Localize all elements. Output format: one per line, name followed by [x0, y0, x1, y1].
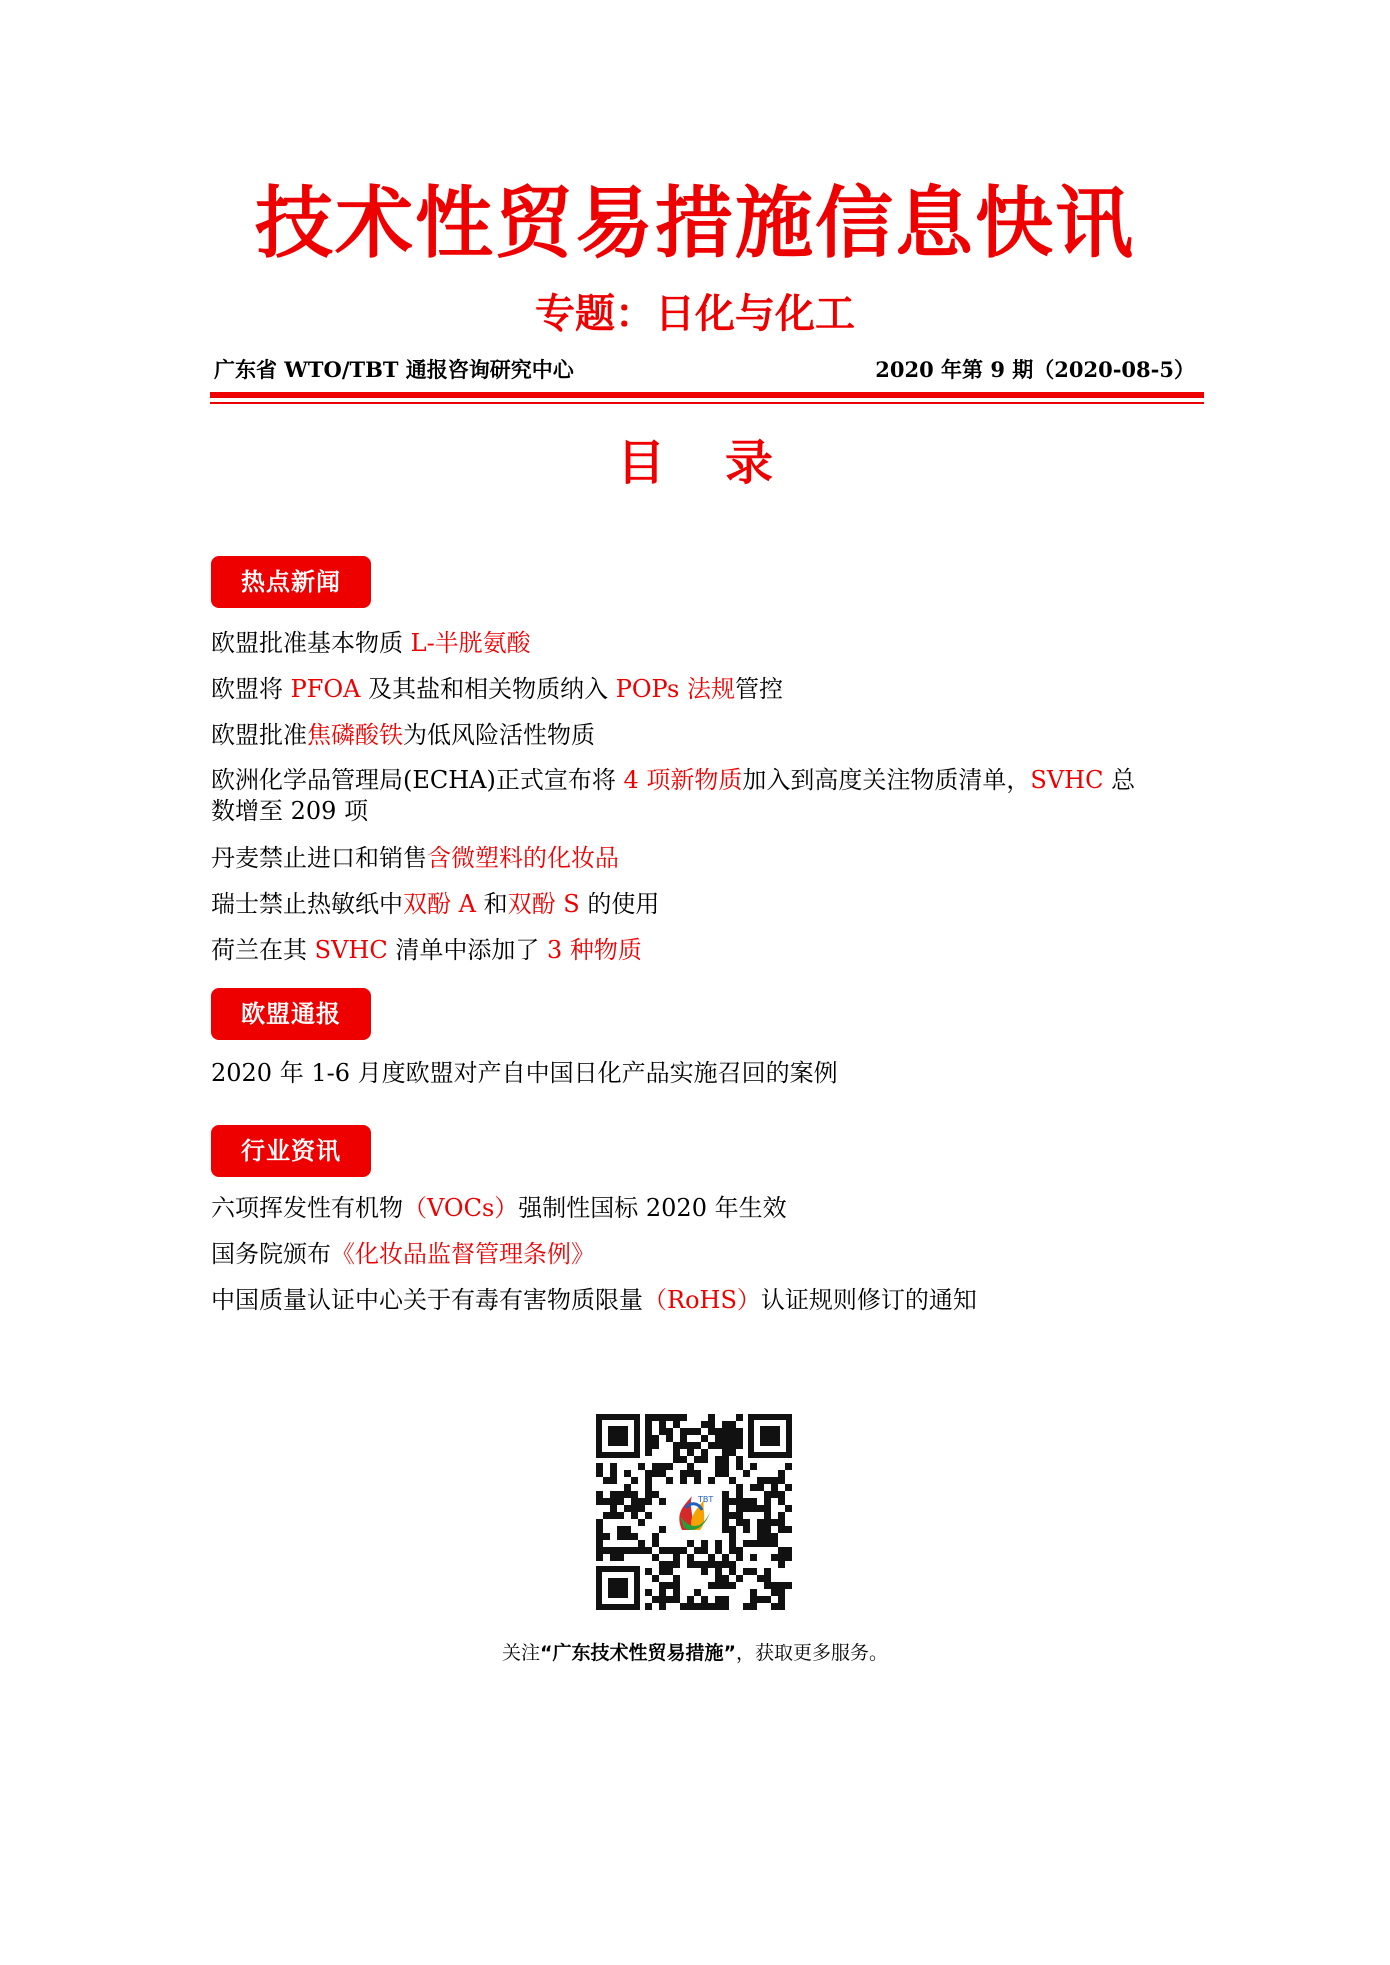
qr-caption-prefix: 关注 — [501, 1642, 540, 1664]
qr-caption — [0, 1638, 1390, 1668]
section-badge-eu-notification: 欧盟通报 — [211, 988, 371, 1040]
toc-item-text: 欧盟批准基本物质 — [211, 629, 411, 657]
section-industry-news — [211, 1125, 1211, 1323]
header-rule-thick — [210, 392, 1204, 398]
topic-subtitle: 专题：日化与化工 — [535, 291, 855, 337]
toc-item-text: 国务院颁布 — [211, 1240, 331, 1268]
toc-title: 目录 — [616, 435, 833, 491]
section-badge-hot-news: 热点新闻 — [211, 556, 371, 608]
toc-item-highlight: 双酚 S — [507, 890, 580, 918]
toc-item[interactable] — [211, 620, 1211, 666]
toc-item-text: 欧洲化学品管理局(ECHA)正式宣布将 — [211, 766, 624, 794]
qr-caption-suffix: ，获取更多服务。 — [735, 1642, 888, 1664]
header-rule-thin — [210, 402, 1204, 404]
toc-item-text: 欧盟将 — [211, 675, 291, 703]
hot-news-list — [211, 620, 1211, 973]
toc-item-text: 认证规则修订的通知 — [760, 1286, 977, 1314]
industry-news-list — [211, 1185, 1211, 1323]
toc-item-highlight: SVHC — [314, 936, 388, 964]
section-badge-industry-news: 行业资讯 — [211, 1125, 371, 1177]
toc-item-highlight: 焦磷酸铁 — [307, 721, 403, 749]
toc-item-text: 2020 年 1-6 月度欧盟对产自中国日化产品实施召回的案例 — [211, 1059, 838, 1087]
toc-item[interactable] — [211, 712, 1211, 758]
toc-item-text: 中国质量认证中心关于有毒有害物质限量 — [211, 1286, 643, 1314]
tbt-logo-text: TBT — [698, 1495, 714, 1504]
toc-item[interactable] — [211, 1050, 1211, 1096]
qr-finder-top-right — [748, 1414, 792, 1458]
toc-item-highlight: 3 种物质 — [546, 936, 642, 964]
toc-item-text: 六项挥发性有机物 — [211, 1194, 403, 1222]
toc-item-highlight: （RoHS） — [643, 1286, 761, 1314]
toc-item[interactable] — [211, 835, 1211, 881]
toc-item-highlight: SVHC — [1030, 766, 1104, 794]
toc-item[interactable] — [211, 927, 1211, 973]
toc-item-text: 加入到高度关注物质清单， — [742, 766, 1031, 794]
eu-notification-list — [211, 1050, 1211, 1096]
toc-item-highlight: POPs 法规 — [615, 675, 735, 703]
qr-code-image — [594, 1412, 794, 1612]
toc-item[interactable] — [211, 1185, 1211, 1231]
bulletin-title: 技术性贸易措施信息快讯 — [254, 179, 1135, 269]
toc-item-text: 欧盟批准 — [211, 721, 307, 749]
toc-item-text: 荷兰在其 — [211, 936, 315, 964]
qr-code[interactable] — [594, 1412, 794, 1612]
toc-item[interactable] — [211, 881, 1211, 927]
toc-item-highlight: PFOA — [290, 675, 361, 703]
qr-finder-bottom-left — [596, 1566, 640, 1610]
publisher-name: 广东省 WTO/TBT 通报咨询研究中心 — [214, 357, 574, 382]
section-hot-news — [211, 556, 1211, 973]
section-eu-notification — [211, 988, 1211, 1096]
toc-item-highlight: 双酚 A — [403, 890, 476, 918]
toc-item[interactable] — [211, 1231, 1211, 1277]
toc-item-text: 的使用 — [579, 890, 660, 918]
qr-finder-top-left — [596, 1414, 640, 1458]
toc-item-text: 丹麦禁止进口和销售 — [211, 844, 427, 872]
toc-item-text: 瑞士禁止热敏纸中 — [211, 890, 403, 918]
toc-item[interactable] — [211, 1277, 1211, 1323]
issue-number: 2020 年第 9 期（2020-08-5） — [875, 357, 1195, 382]
toc-item-text: 总数增至 209 项 — [211, 766, 1136, 825]
toc-item-text: 为低风险活性物质 — [403, 721, 595, 749]
toc-item-text: 和 — [475, 890, 508, 918]
toc-item-text: 管控 — [735, 675, 783, 703]
toc-item-text: 及其盐和相关物质纳入 — [360, 675, 616, 703]
toc-item-text: 强制性国标 2020 年生效 — [518, 1194, 787, 1222]
toc-item-highlight: L-半胱氨酸 — [410, 629, 531, 657]
toc-item-highlight: 含微塑料的化妆品 — [427, 844, 619, 872]
toc-item[interactable] — [211, 666, 1211, 712]
toc-item-highlight: （VOCs） — [403, 1194, 519, 1222]
toc-item-highlight: 4 项新物质 — [623, 766, 743, 794]
qr-caption-account: “广东技术性贸易措施” — [540, 1642, 736, 1664]
toc-item-highlight: 《化妆品监督管理条例》 — [331, 1240, 595, 1268]
tbt-logo — [670, 1488, 718, 1536]
toc-item-text: 清单中添加了 — [387, 936, 547, 964]
toc-item[interactable] — [211, 758, 1151, 835]
